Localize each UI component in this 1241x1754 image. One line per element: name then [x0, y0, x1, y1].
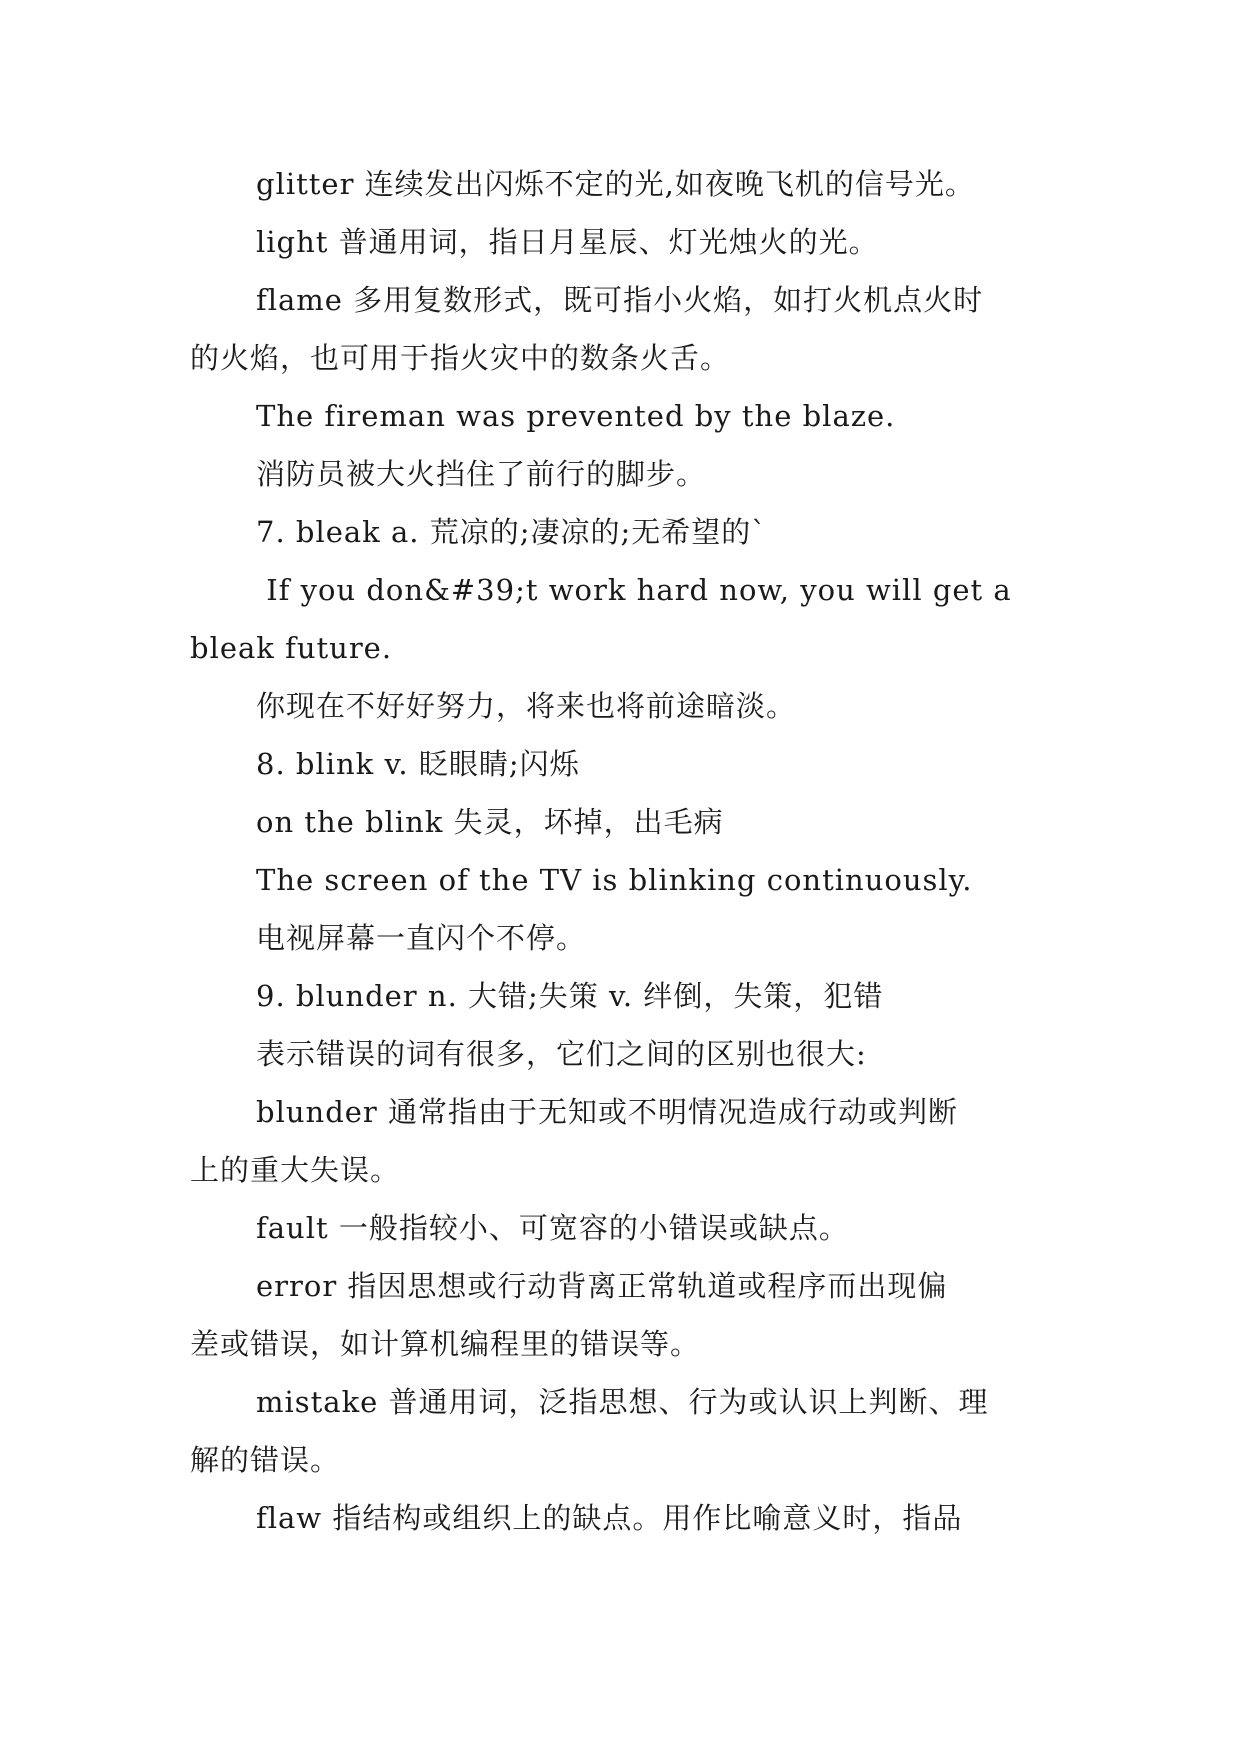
text-line: glitter 连续发出闪烁不定的光,如夜晚飞机的信号光。	[256, 167, 975, 201]
text-line: 7. bleak a. 荒凉的;凄凉的;无希望的`	[256, 515, 767, 549]
text-line: 电视屏幕一直闪个不停。	[256, 921, 587, 955]
text-line: 解的错误。	[190, 1443, 341, 1477]
text-line: blunder 通常指由于无知或不明情况造成行动或判断	[256, 1095, 959, 1129]
text-line: The fireman was prevented by the blaze.	[256, 399, 896, 433]
text-line: flaw 指结构或组织上的缺点。用作比喻意义时，指品	[256, 1501, 963, 1535]
text-line: 你现在不好好努力，将来也将前途暗淡。	[256, 689, 797, 723]
text-line: bleak future.	[190, 631, 393, 665]
text-line: error 指因思想或行动背离正常轨道或程序而出现偏	[256, 1269, 948, 1303]
text-line: light 普通用词，指日月星辰、灯光烛火的光。	[256, 225, 879, 259]
text-line: The screen of the TV is blinking continuously.	[256, 863, 973, 897]
text-line: If you don&#39;t work hard now, you will get a	[256, 573, 1012, 607]
text-line: fault 一般指较小、可宽容的小错误或缺点。	[256, 1211, 849, 1245]
text-line: on the blink 失灵，坏掉，出毛病	[256, 805, 724, 839]
text-line: flame 多用复数形式，既可指小火焰，如打火机点火时	[256, 283, 984, 317]
text-line: 9. blunder n. 大错;失策 v. 绊倒，失策，犯错	[256, 979, 884, 1013]
text-line: 表示错误的词有很多，它们之间的区别也很大:	[256, 1037, 867, 1071]
text-line: 消防员被大火挡住了前行的脚步。	[256, 457, 707, 491]
text-line: mistake 普通用词，泛指思想、行为或认识上判断、理	[256, 1385, 989, 1419]
text-line: 的火焰，也可用于指火灾中的数条火舌。	[190, 341, 731, 375]
text-line: 上的重大失误。	[190, 1153, 401, 1187]
text-line: 差或错误，如计算机编程里的错误等。	[190, 1327, 701, 1361]
text-line: 8. blink v. 眨眼睛;闪烁	[256, 747, 580, 781]
